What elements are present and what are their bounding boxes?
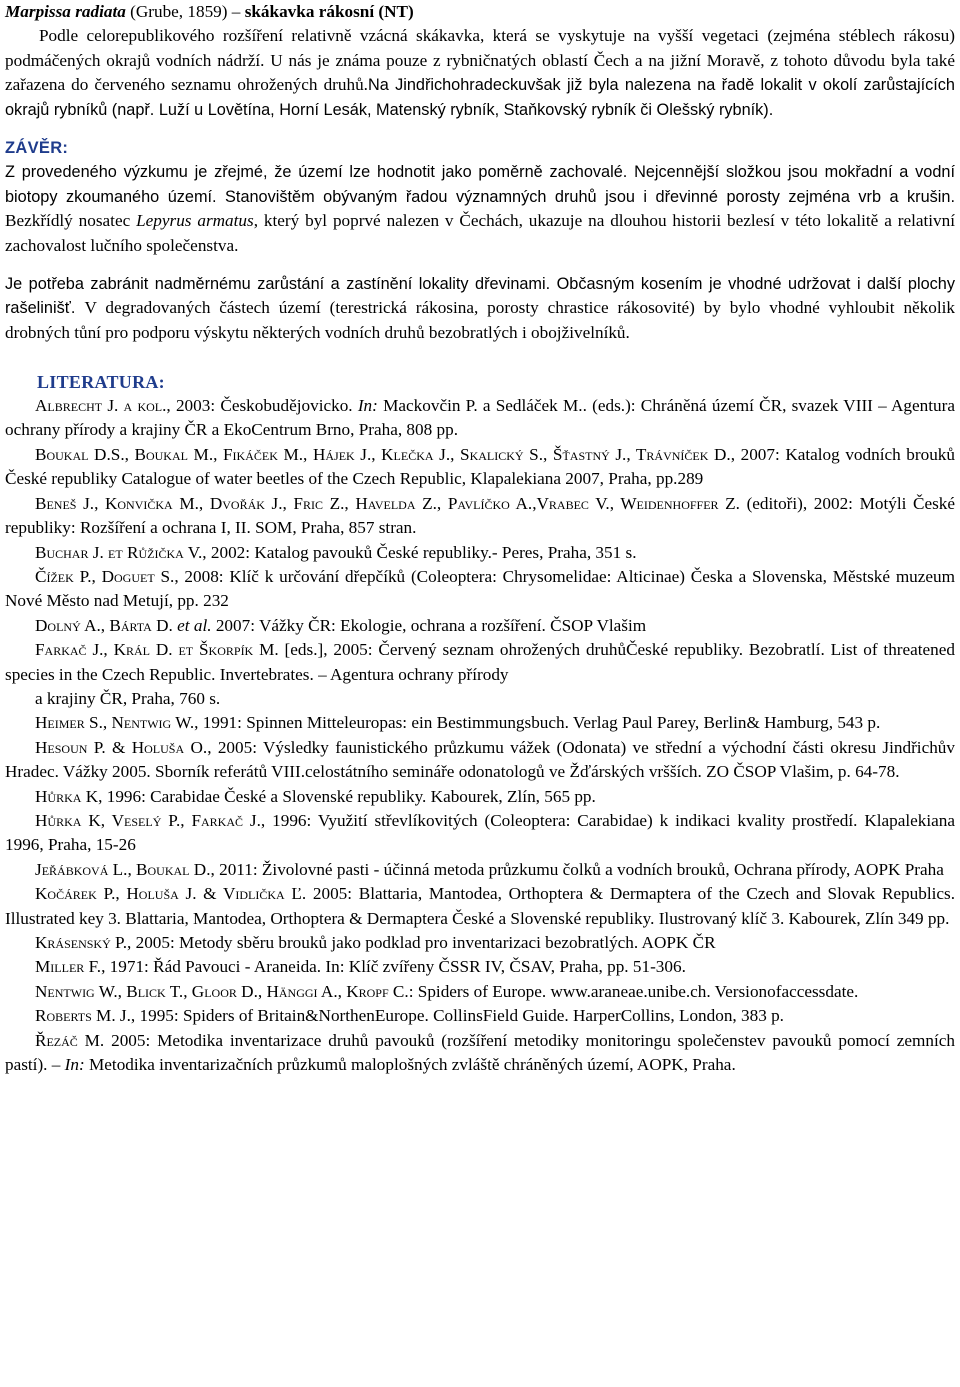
reference-authors: Krásenský P. — [35, 933, 128, 953]
reference-text: [eds.], 2005: Červený seznam ohrožených druhůČeské republiky. Bezobratlí. List of threatened species in the Czech Republic. Invertebrates. – Agentura ochrany přírody — [5, 640, 955, 684]
literature-heading: LITERATURA: — [37, 371, 165, 392]
conclusion-p2-b: V degradovaných částech území (terestrická rákosina, porosty chrastice rákosovité) by bylo vhodné vyhloubit několik drobných tůní pro podporu výskytu některých vodních druhů bezobratlých i obojživelníků. — [5, 298, 955, 342]
conclusion-paragraph-1 — [5, 160, 955, 258]
species-heading-line — [5, 0, 955, 24]
reference-et-al: et al. — [177, 615, 212, 635]
reference-authors: Roberts M. J. — [35, 1006, 131, 1026]
conclusion-p1-b: Bezkřídlý nosatec — [5, 211, 137, 231]
conclusion-species: Lepyrus armatus — [136, 211, 254, 231]
reference-authors: Farkač J., Král D. et Škorpík M. — [35, 640, 279, 660]
reference-item — [5, 394, 955, 443]
species-author: (Grube, 1859) – — [125, 2, 245, 21]
reference-text: , 1991: Spinnen Mitteleuropas: ein Bestimmungsbuch. Verlag Paul Parey, Berlin& Hamburg, 543 p. — [194, 713, 881, 733]
reference-item — [5, 492, 955, 541]
species-paragraph — [5, 24, 955, 122]
reference-item — [5, 955, 955, 979]
reference-text: , 2005: Výsledky faunistického průzkumu vážek (Odonata) ve střední a východní části okresu Jindřichův Hradec. Vážky 2005. Sborník referátů VIII.celostátního semináře odonatologů ve Žďárských vršších. ZO ČSOP Vlašim, p. 64-78. — [5, 737, 955, 782]
reference-item — [5, 541, 955, 565]
reference-item — [5, 711, 955, 735]
reference-item — [5, 980, 955, 1004]
conclusion-p1-a: Z provedeného výzkumu je zřejmé, že území lze hodnotit jako poměrně zachovalé. Nejcennější složkou jsou mokřadní a vodní biotopy zkoumaného území. Stanovištěm obývaným řadou významných druhů jsou i dřevinné porosty zejména vrb a krušin. — [5, 163, 955, 206]
reference-in-label: In: — [64, 1055, 85, 1075]
reference-item — [5, 858, 955, 882]
reference-in-label: In: — [357, 396, 378, 416]
reference-text: Metodika inventarizačních průzkumů maloplošných zvláště chráněných území, AOPK, Praha. — [84, 1055, 736, 1075]
reference-item — [5, 565, 955, 614]
reference-item — [5, 809, 955, 858]
reference-authors: Hůrka K — [35, 786, 99, 806]
reference-item — [5, 736, 955, 785]
reference-authors: Kočárek P., Holuša J. & Vidlička Ľ. — [35, 884, 307, 904]
reference-text: , 2005: Metody sběru brouků jako podklad pro inventarizaci bezobratlých. AOPK ČR — [127, 933, 716, 953]
reference-item — [5, 1029, 955, 1078]
reference-text: , 1996: Carabidae České a Slovenské republiky. Kabourek, Zlín, 565 pp. — [98, 786, 596, 806]
reference-authors: Miller F. — [35, 957, 102, 977]
reference-text: 2007: Vážky ČR: Ekologie, ochrana a rozšíření. ČSOP Vlašim — [211, 615, 647, 635]
reference-authors: Dolný A., Bárta D. — [35, 615, 178, 635]
conclusion-heading: ZÁVĚR: — [5, 139, 69, 158]
reference-text: 2005: Metodika inventarizace druhů pavouků (rozšíření metodiky monitoringu společenstev pavouků pomocí zemních pastí). – — [5, 1030, 955, 1075]
reference-item — [5, 443, 955, 492]
reference-text: Mackovčin P. a Sedláček M.. (eds.): Chráněná území ČR, svazek VIII – Agentura ochrany přírody a krajiny ČR a EkoCentrum Brno, Praha, 808 pp. — [5, 396, 955, 440]
reference-item — [5, 1004, 955, 1028]
reference-authors: Boukal D.S., Boukal M., Fikáček M., Hájek J., Klečka J., Skalický S., Šťastný J., Trávníček D. — [35, 444, 731, 464]
reference-item — [5, 882, 955, 931]
conclusion-p1-c: , který byl poprvé nalezen v Čechách, ukazuje na dlouhou historii bezlesí v této lokalitě a relativní zachovalost lučního společenstva. — [5, 211, 955, 255]
reference-text: , 1996: Využití střevlíkovitých (Coleoptera: Carabidae) k indikaci kvality prostředí. Klapalekiana 1996, Praha, 15-26 — [5, 810, 955, 855]
conclusion-paragraph-2 — [5, 272, 955, 345]
conclusion-p2-a: Je potřeba zabránit nadměrnému zarůstání a zastínění lokality dřevinami. Občasným kosením je vhodné udržovat i další plochy rašelinišť. — [5, 275, 955, 318]
reference-continuation: a krajiny ČR, Praha, 760 s. — [35, 688, 221, 708]
reference-text: , 2007: Katalog vodních brouků České republiky Catalogue of water beetles of the Czech Republic, Klapalekiana 2007, Praha, pp.289 — [5, 444, 955, 489]
reference-authors: Buchar J. et Růžička V. — [35, 542, 203, 562]
species-czech-name: skákavka rákosní (NT) — [244, 2, 414, 21]
reference-text: 2005: Blattaria, Mantodea, Orthoptera & Dermaptera of the Czech and Slovak Republics. Illustrated key 3. Blattaria, Mantodea, Orthoptera & Dermaptera České a Slovenské republiky. Ilustrovaný klíč 3. Kabourek, Zlín 349 pp. — [5, 884, 955, 928]
reference-text: : Spiders of Europe. www.araneae.unibe.ch. Versionofaccessdate. — [408, 981, 859, 1001]
reference-item — [5, 638, 955, 687]
species-name: Marpissa radiata — [5, 2, 126, 21]
reference-authors: Jeřábková L., Boukal D. — [35, 859, 211, 879]
reference-text: , 2011: Živolovné pasti - účinná metoda průzkumu čolků a vodních brouků, Ochrana přírody, AOPK Praha — [210, 859, 944, 879]
reference-authors: Řezáč M. — [35, 1030, 105, 1050]
reference-authors: Čížek P., Doguet S. — [35, 566, 175, 586]
reference-authors: Heimer S., Nentwig W. — [35, 713, 195, 733]
reference-text: , 2003: Českobudějovicko. — [166, 396, 358, 416]
reference-authors: Hesoun P. & Holuša O. — [35, 737, 208, 757]
reference-text: , 1995: Spiders of Britain&NorthenEurope. CollinsField Guide. HarperCollins, London, 383 p. — [130, 1006, 784, 1026]
reference-item — [5, 785, 955, 809]
reference-text: , 2008: Klíč k určování dřepčíků (Coleoptera: Chrysomelidae: Alticinae) Česka a Slovenska, Městské muzeum Nové Město nad Metují, pp. 232 — [5, 566, 955, 611]
reference-authors: Albrecht J. a kol. — [35, 396, 167, 416]
reference-authors: Nentwig W., Blick T., Gloor D., Hänggi A., Kropf C. — [35, 981, 409, 1001]
reference-text: , 2002: Katalog pavouků České republiky.- Peres, Praha, 351 s. — [202, 542, 637, 562]
species-text-b: Na Jindřichohradeckuvšak již byla nalezena na řadě lokalit v okolí zarůstajících okrajů rybníků (např. Luží u Lovětína, Horní Lesák, Matenský rybník, Staňkovský rybník či Olešský rybník). — [5, 76, 955, 119]
reference-item — [5, 931, 955, 955]
reference-authors: Hůrka K, Veselý P., Farkač J. — [35, 810, 261, 830]
reference-item — [5, 614, 955, 638]
reference-text: (editoři), 2002: Motýli České republiky: Rozšíření a ochrana I, II. SOM, Praha, 857 stran. — [5, 493, 955, 538]
species-text-a: Podle celorepublikového rozšíření relativně vzácná skákavka, která se vyskytuje na vyšší vegetaci (zejména stéblech rákosu) podmáčených okrajů vodních nádrží. U nás je známa pouze z rybničnatých oblastí Čech a na jižní Moravě, z tohoto důvodu byla také zařazena do červeného seznamu ohrožených druhů. — [5, 26, 955, 95]
reference-text: , 1971: Řád Pavouci - Araneida. In: Klíč zvířeny ČSSR IV, ČSAV, Praha, pp. 51-306. — [101, 957, 686, 977]
reference-authors: Beneš J., Konvička M., Dvořák J., Fric Z., Havelda Z., Pavlíčko A.,Vrabec V., Weidenhoffer Z. — [35, 493, 740, 513]
